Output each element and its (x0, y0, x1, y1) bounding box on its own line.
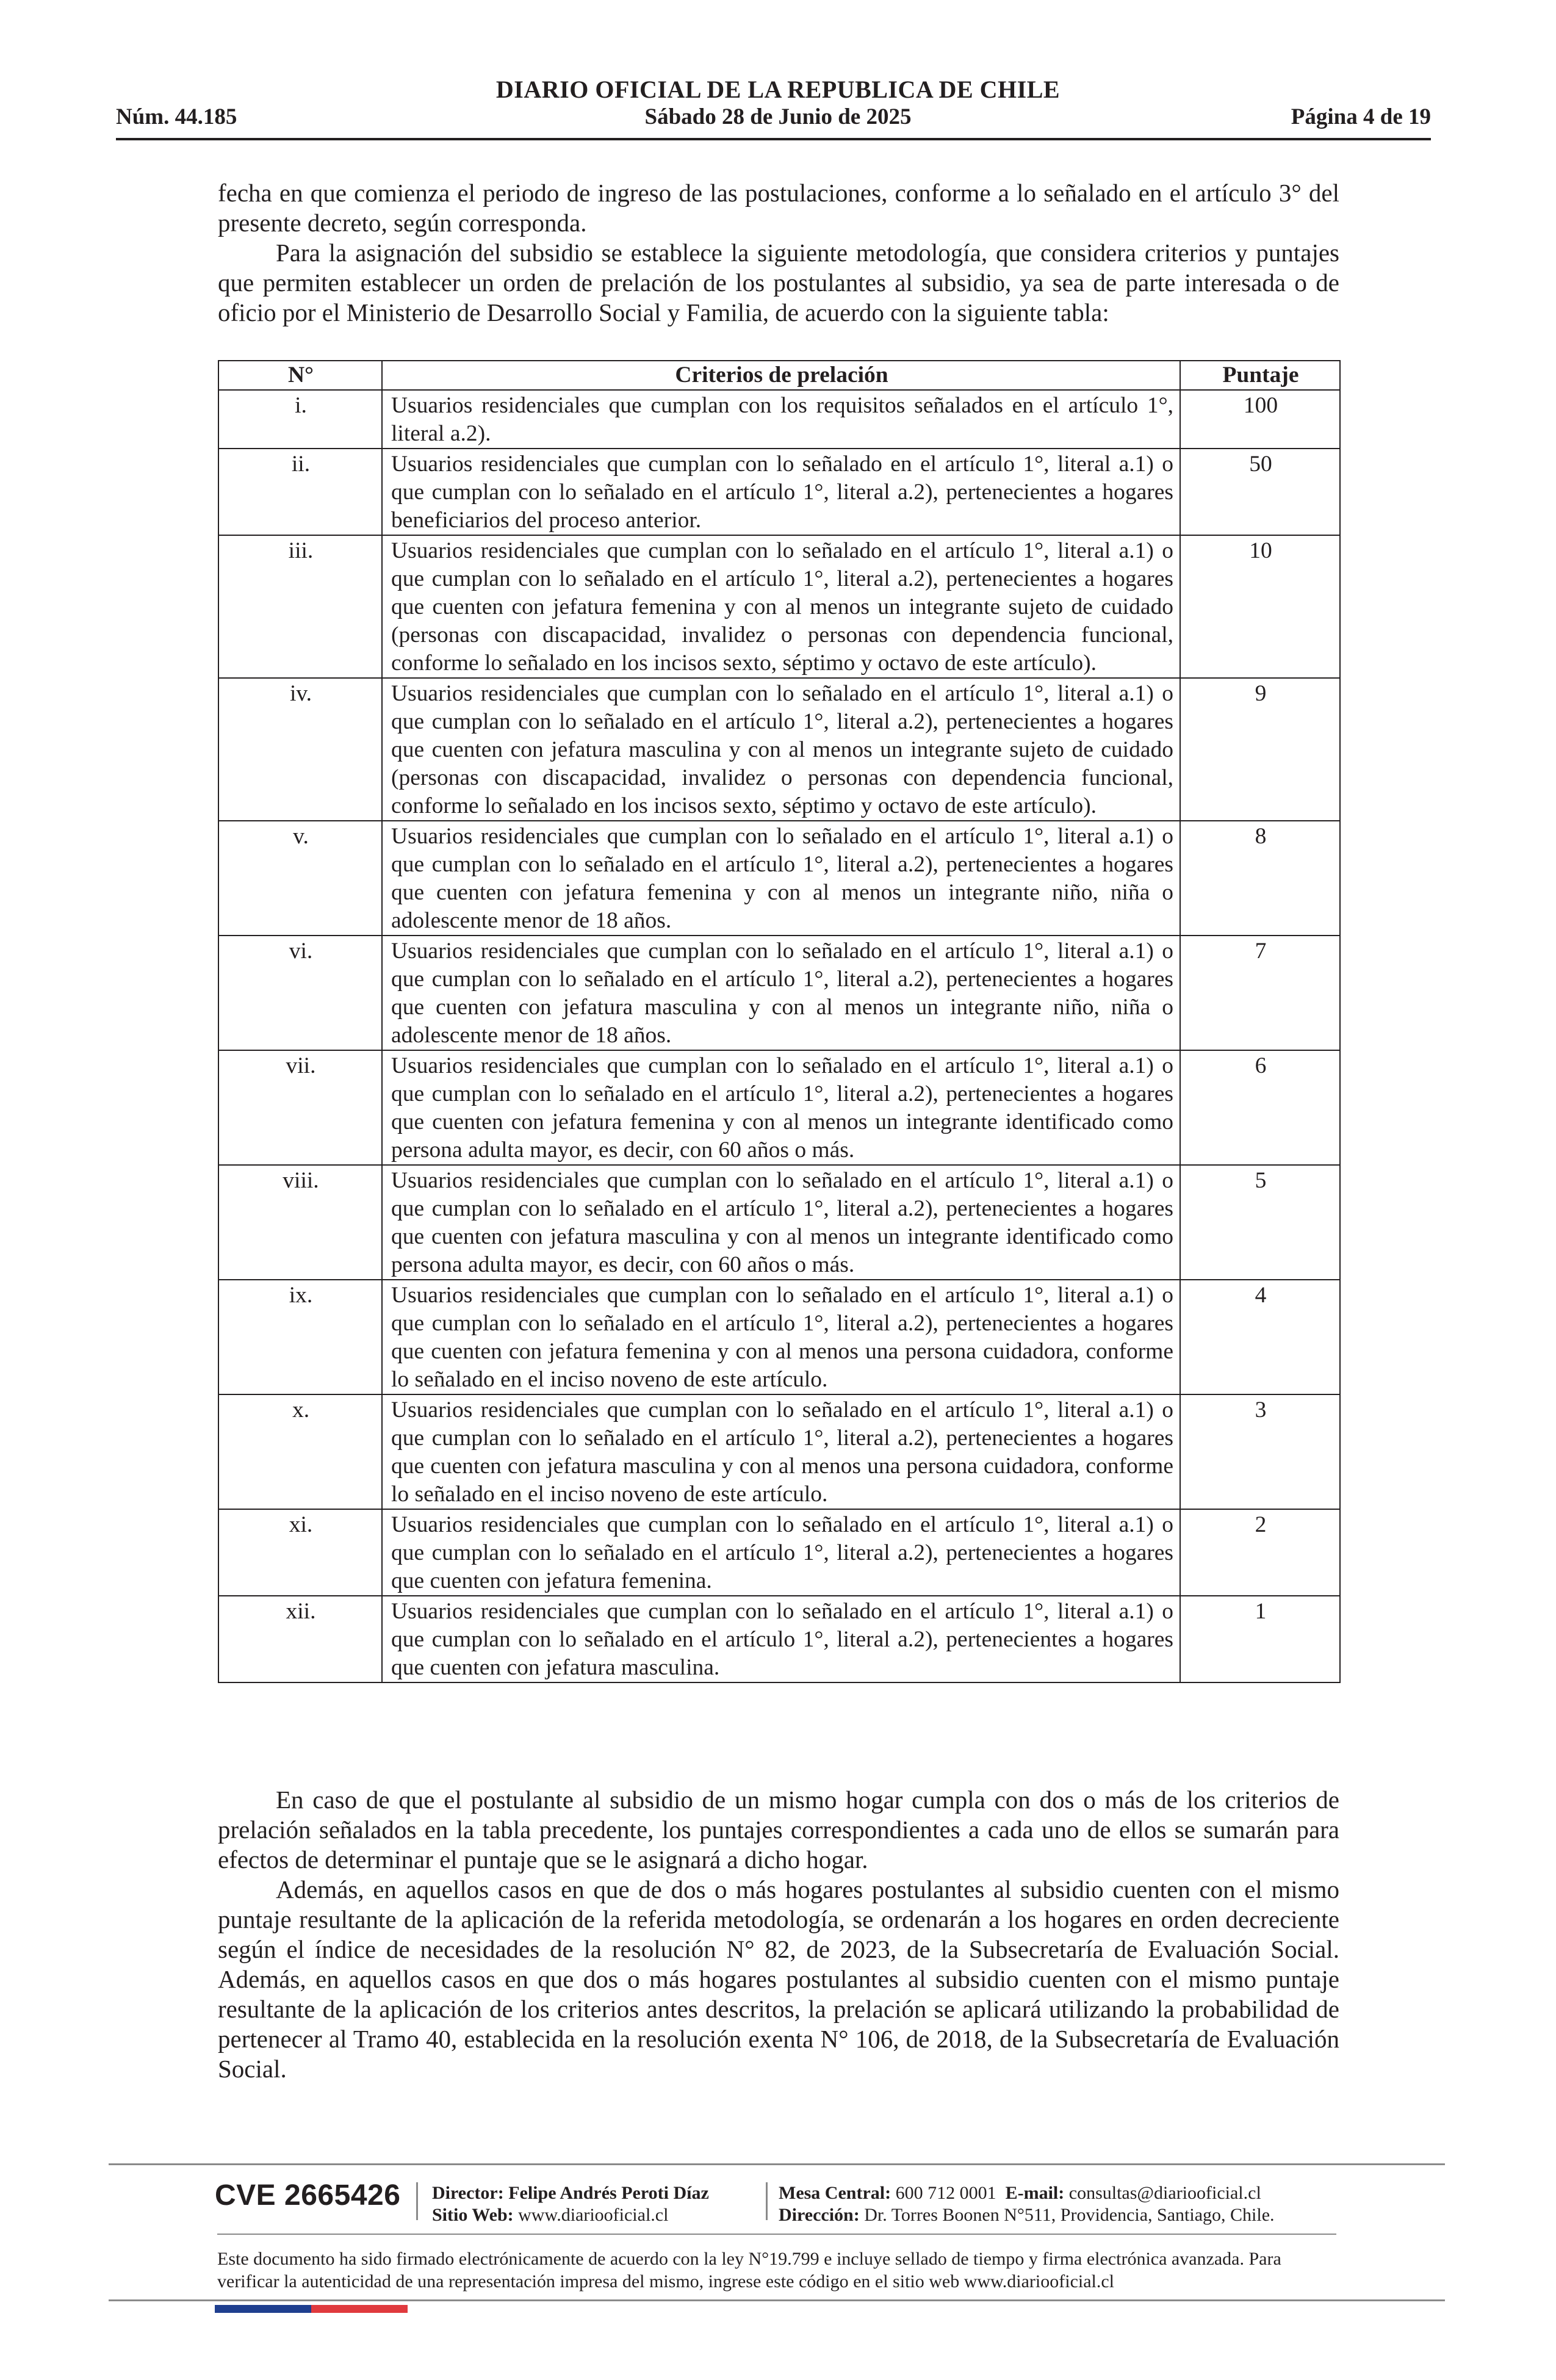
cve-code: CVE 2665426 (215, 2179, 401, 2212)
signature-notice: Este documento ha sido firmado electrónicamente de acuerdo con la ley N°19.799 e incluye sellado de tiempo y firma electrónica avanzada. Para verificar la autenticidad de una representación impresa del mismo, ingrese este código en el sitio web www.diariooficial.cl (217, 2249, 1281, 2292)
row-num: viii. (218, 1165, 382, 1280)
row-num: x. (218, 1394, 382, 1509)
row-num: iv. (218, 678, 382, 821)
director-name: Felipe Andrés Peroti Díaz (508, 2183, 709, 2203)
paragraph-tiebreak: Además, en aquellos casos en que de dos o más hogares postulantes al subsidio cuenten con el mismo puntaje resultante de la aplicación de la referida metodología, se ordenarán a los hogares en orden decreciente según el índice de necesidades de la resolución N° 82, de 2023, de la Subsecretaría de Evaluación Social. Además, en aquellos casos en que dos o más hogares postulantes al subsidio cuenten con el mismo puntaje resultante de la aplicación de los criterios antes descritos, la prelación se aplicará utilizando la probabilidad de pertenecer al Tramo 40, establecida en la resolución exenta N° 106, de 2018, de la Subsecretaría de Evaluación Social. (218, 1875, 1339, 2083)
row-score: 7 (1180, 936, 1340, 1050)
row-criteria: Usuarios residenciales que cumplan con lo señalado en el artículo 1°, literal a.1) o que cumplan con lo señalado en el artículo 1°, literal a.2), pertenecientes a hogares que cuenten con jefatura masculina y con al menos un integrante identificado como persona adulta mayor, es decir, con 60 años o más. (382, 1165, 1180, 1280)
paragraph-methodology: Para la asignación del subsidio se establece la siguiente metodología, que considera criterios y puntajes que permiten establecer un orden de prelación de los postulantes al subsidio, ya sea de parte interesada o de oficio por el Ministerio de Desarrollo Social y Familia, de acuerdo con la siguiente tabla: (218, 239, 1339, 326)
header-divider (116, 138, 1431, 140)
header-num: N° (218, 361, 382, 390)
row-num: xii. (218, 1596, 382, 1682)
table-row (218, 1509, 1340, 1596)
row-score: 8 (1180, 821, 1340, 936)
row-criteria: Usuarios residenciales que cumplan con lo señalado en el artículo 1°, literal a.1) o que cumplan con lo señalado en el artículo 1°, literal a.2), pertenecientes a hogares que cuenten con jefatura femenina y con al menos un integrante identificado como persona adulta mayor, es decir, con 60 años o más. (382, 1050, 1180, 1165)
table-row (218, 1050, 1340, 1165)
row-num: i. (218, 390, 382, 449)
table-row (218, 821, 1340, 936)
row-score: 9 (1180, 678, 1340, 821)
row-score: 4 (1180, 1280, 1340, 1394)
row-criteria: Usuarios residenciales que cumplan con lo señalado en el artículo 1°, literal a.1) o que cumplan con lo señalado en el artículo 1°, literal a.2), pertenecientes a hogares que cuenten con jefatura masculina y con al menos un integrante sujeto de cuidado (personas con discapacidad, invalidez o personas con dependencia funcional, conforme lo señalado en los incisos sexto, séptimo y octavo de este artículo). (382, 678, 1180, 821)
issue-number: Núm. 44.185 (116, 104, 237, 129)
row-criteria: Usuarios residenciales que cumplan con lo señalado en el artículo 1°, literal a.1) o que cumplan con lo señalado en el artículo 1°, literal a.2), pertenecientes a hogares que cuenten con jefatura masculina. (382, 1596, 1180, 1682)
footer-divider-bottom (109, 2299, 1445, 2301)
row-score: 50 (1180, 449, 1340, 535)
row-num: ii. (218, 449, 382, 535)
row-num: ix. (218, 1280, 382, 1394)
row-criteria: Usuarios residenciales que cumplan con lo señalado en el artículo 1°, literal a.1) o que cumplan con lo señalado en el artículo 1°, literal a.2), pertenecientes a hogares que cuenten con jefatura femenina y con al menos un integrante sujeto de cuidado (personas con discapacidad, invalidez o personas con dependencia funcional, conforme lo señalado en los incisos sexto, séptimo y octavo de este artículo). (382, 535, 1180, 678)
footer-director-block (432, 2182, 709, 2226)
table-row (218, 1280, 1340, 1394)
paragraph-score-sum: En caso de que el postulante al subsidio de un mismo hogar cumpla con dos o más de los criterios de prelación señalados en la tabla precedente, los puntajes correspondientes a cada uno de ellos se sumarán para efectos de determinar el puntaje que se le asignará a dicho hogar. (218, 1786, 1339, 1873)
table-header-row (218, 361, 1340, 390)
table-row (218, 936, 1340, 1050)
row-score: 1 (1180, 1596, 1340, 1682)
row-criteria: Usuarios residenciales que cumplan con lo señalado en el artículo 1°, literal a.1) o que cumplan con lo señalado en el artículo 1°, literal a.2), pertenecientes a hogares que cuenten con jefatura femenina y con al menos una persona cuidadora, conforme lo señalado en el inciso noveno de este artículo. (382, 1280, 1180, 1394)
website-link[interactable]: www.diariooficial.cl (518, 2205, 669, 2225)
row-score: 100 (1180, 390, 1340, 449)
table-row (218, 678, 1340, 821)
director-label: Director: (432, 2183, 504, 2203)
row-score: 2 (1180, 1509, 1340, 1596)
criteria-table (218, 360, 1341, 1683)
row-score: 6 (1180, 1050, 1340, 1165)
table-row (218, 535, 1340, 678)
row-num: v. (218, 821, 382, 936)
email-link[interactable]: consultas@diariooficial.cl (1068, 2183, 1261, 2203)
phone-value: 600 712 0001 (895, 2183, 996, 2203)
header-score: Puntaje (1180, 361, 1340, 390)
footer-separator (766, 2182, 768, 2220)
row-num: xi. (218, 1509, 382, 1596)
table-row (218, 1596, 1340, 1682)
row-num: iii. (218, 535, 382, 678)
row-criteria: Usuarios residenciales que cumplan con lo señalado en el artículo 1°, literal a.1) o que cumplan con lo señalado en el artículo 1°, literal a.2), pertenecientes a hogares beneficiarios del proceso anterior. (382, 449, 1180, 535)
issue-date: Sábado 28 de Junio de 2025 (644, 104, 912, 129)
flag-bar-red (311, 2305, 408, 2313)
flag-bar-blue (215, 2305, 311, 2313)
footer-divider-top (109, 2163, 1445, 2165)
row-criteria: Usuarios residenciales que cumplan con lo señalado en el artículo 1°, literal a.1) o que cumplan con lo señalado en el artículo 1°, literal a.2), pertenecientes a hogares que cuenten con jefatura masculina y con al menos una persona cuidadora, conforme lo señalado en el inciso noveno de este artículo. (382, 1394, 1180, 1509)
row-criteria: Usuarios residenciales que cumplan con los requisitos señalados en el artículo 1°, literal a.2). (382, 390, 1180, 449)
table-row (218, 1165, 1340, 1280)
row-score: 5 (1180, 1165, 1340, 1280)
row-score: 3 (1180, 1394, 1340, 1509)
footer-separator (416, 2182, 418, 2220)
newspaper-title: DIARIO OFICIAL DE LA REPUBLICA DE CHILE (495, 76, 1061, 103)
footer-contact-block (779, 2182, 1275, 2226)
address-value: Dr. Torres Boonen N°511, Providencia, Santiago, Chile. (864, 2205, 1275, 2225)
address-label: Dirección: (779, 2205, 860, 2225)
footer-divider-mid (217, 2234, 1336, 2235)
row-num: vi. (218, 936, 382, 1050)
table-row (218, 449, 1340, 535)
row-num: vii. (218, 1050, 382, 1165)
page-indicator: Página 4 de 19 (1291, 104, 1431, 129)
email-label: E-mail: (1005, 2183, 1065, 2203)
website-label: Sitio Web: (432, 2205, 514, 2225)
row-criteria: Usuarios residenciales que cumplan con lo señalado en el artículo 1°, literal a.1) o que cumplan con lo señalado en el artículo 1°, literal a.2), pertenecientes a hogares que cuenten con jefatura femenina y con al menos un integrante niño, niña o adolescente menor de 18 años. (382, 821, 1180, 936)
header-criteria: Criterios de prelación (382, 361, 1180, 390)
table-row (218, 390, 1340, 449)
row-score: 10 (1180, 535, 1340, 678)
row-criteria: Usuarios residenciales que cumplan con lo señalado en el artículo 1°, literal a.1) o que cumplan con lo señalado en el artículo 1°, literal a.2), pertenecientes a hogares que cuenten con jefatura masculina y con al menos un integrante niño, niña o adolescente menor de 18 años. (382, 936, 1180, 1050)
row-criteria: Usuarios residenciales que cumplan con lo señalado en el artículo 1°, literal a.1) o que cumplan con lo señalado en el artículo 1°, literal a.2), pertenecientes a hogares que cuenten con jefatura femenina. (382, 1509, 1180, 1596)
phone-label: Mesa Central: (779, 2183, 891, 2203)
table-row (218, 1394, 1340, 1509)
paragraph-continuation: fecha en que comienza el periodo de ingreso de las postulaciones, conforme a lo señalado en el artículo 3° del presente decreto, según corresponda. (218, 179, 1339, 237)
